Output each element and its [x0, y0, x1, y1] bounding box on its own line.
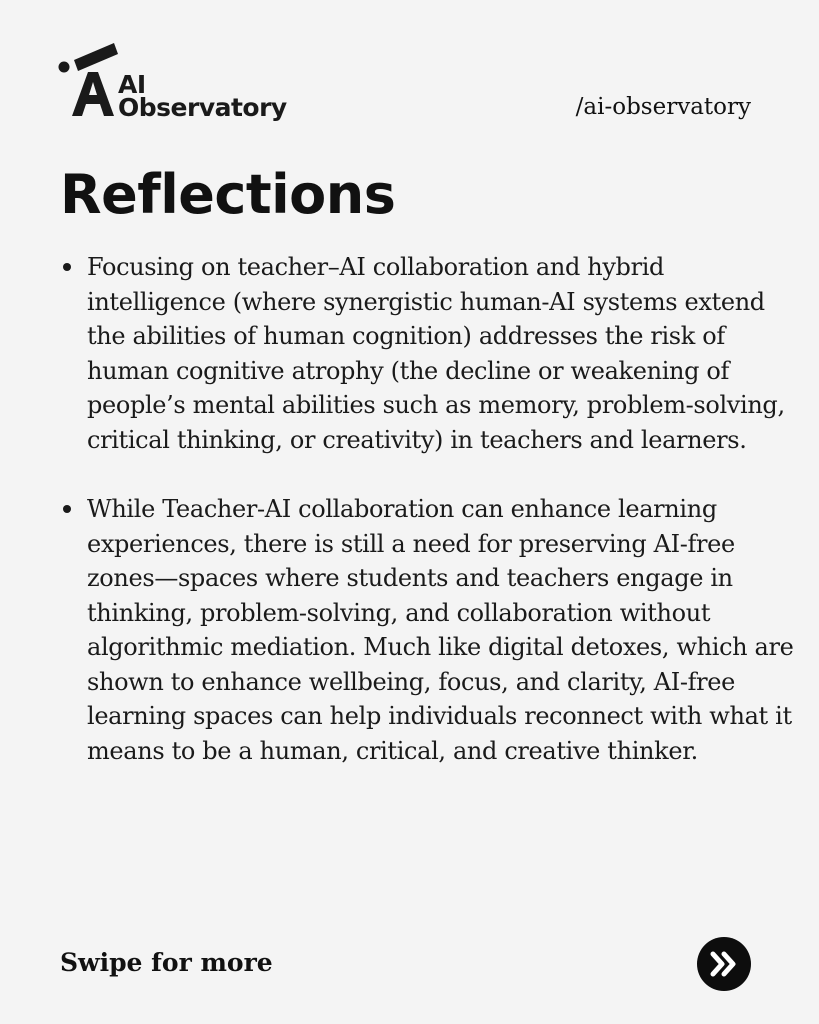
account-handle: /ai-observatory [575, 94, 751, 120]
reflection-list [60, 250, 800, 768]
list-item-text: Focusing on teacher–AI collaboration and hybrid intelligence (where synergistic human-AI systems extend the abilities of human cognition) addresses the risk of human cognitive atrophy (the decline or weakening of people’s mental abilities such as memory, problem-solving, critical thinking, or creativity) in teachers and learners. [87, 253, 785, 454]
telescope-icon [58, 40, 122, 120]
double-chevron-right-icon [707, 947, 741, 981]
bullet-icon [63, 505, 71, 513]
brand-logo [58, 40, 298, 130]
bullet-icon [63, 263, 71, 271]
swipe-hint: Swipe for more [60, 948, 273, 977]
list-item [60, 250, 800, 457]
next-slide-button[interactable] [697, 937, 751, 991]
logo-text-observatory: Observatory [118, 93, 287, 122]
list-item [60, 492, 800, 768]
logo-text-ai: AI [118, 70, 146, 99]
page-title: Reflections [60, 163, 396, 226]
list-item-text: While Teacher-AI collaboration can enhance learning experiences, there is still a need for preserving AI-free zones—spaces where students and teachers engage in thinking, problem-solving, and collaboration without algorithmic mediation. Much like digital detoxes, which are shown to enhance wellbeing, focus, and clarity, AI-free learning spaces can help individuals reconnect with what it means to be a human, critical, and creative thinker. [87, 495, 794, 765]
